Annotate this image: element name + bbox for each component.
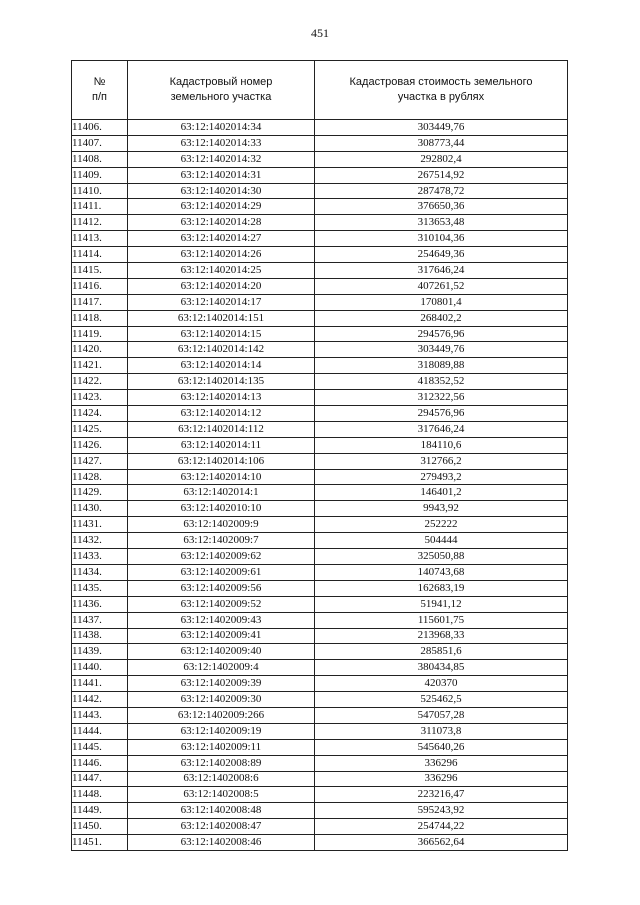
cadastral-value: 170801,4 — [315, 294, 568, 310]
cadastral-number: 63:12:1402014:32 — [128, 151, 315, 167]
cadastral-value: 366562,64 — [315, 835, 568, 851]
row-number: 11417. — [72, 294, 128, 310]
cadastral-number: 63:12:1402008:48 — [128, 803, 315, 819]
table-row — [72, 469, 568, 485]
row-number: 11448. — [72, 787, 128, 803]
row-number: 11433. — [72, 549, 128, 565]
cadastral-value: 285851,6 — [315, 644, 568, 660]
cadastral-number: 63:12:1402014:30 — [128, 183, 315, 199]
row-number: 11422. — [72, 374, 128, 390]
cadastral-number: 63:12:1402014:29 — [128, 199, 315, 215]
table-row — [72, 390, 568, 406]
cadastral-number: 63:12:1402009:19 — [128, 723, 315, 739]
cadastral-value: 336296 — [315, 771, 568, 787]
cadastral-number: 63:12:1402009:41 — [128, 628, 315, 644]
header-row — [72, 61, 568, 120]
table-row — [72, 596, 568, 612]
table-row — [72, 707, 568, 723]
table-row — [72, 247, 568, 263]
table-row — [72, 151, 568, 167]
cadastral-value: 223216,47 — [315, 787, 568, 803]
cadastral-value: 525462,5 — [315, 692, 568, 708]
row-number: 11435. — [72, 580, 128, 596]
header-value-line1: Кадастровая стоимость земельного — [349, 76, 533, 88]
cadastral-number: 63:12:1402008:89 — [128, 755, 315, 771]
table-row — [72, 819, 568, 835]
cadastral-value: 287478,72 — [315, 183, 568, 199]
cadastral-number: 63:12:1402014:26 — [128, 247, 315, 263]
cadastral-number: 63:12:1402014:20 — [128, 278, 315, 294]
row-number: 11436. — [72, 596, 128, 612]
table-row — [72, 676, 568, 692]
cadastral-number: 63:12:1402014:1 — [128, 485, 315, 501]
cadastral-number: 63:12:1402009:52 — [128, 596, 315, 612]
table-row — [72, 374, 568, 390]
row-number: 11432. — [72, 533, 128, 549]
row-number: 11451. — [72, 835, 128, 851]
cadastral-number: 63:12:1402014:142 — [128, 342, 315, 358]
table-row — [72, 358, 568, 374]
cadastral-value: 268402,2 — [315, 310, 568, 326]
cadastral-number: 63:12:1402008:47 — [128, 819, 315, 835]
cadastral-number: 63:12:1402014:10 — [128, 469, 315, 485]
header-cadastral-line2: земельного участка — [170, 91, 272, 103]
table-row — [72, 183, 568, 199]
cadastral-number: 63:12:1402009:39 — [128, 676, 315, 692]
cadastral-number: 63:12:1402014:151 — [128, 310, 315, 326]
table-row — [72, 120, 568, 136]
row-number: 11440. — [72, 660, 128, 676]
cadastral-value: 294576,96 — [315, 406, 568, 422]
table-row — [72, 485, 568, 501]
cadastral-value: 313653,48 — [315, 215, 568, 231]
table-row — [72, 135, 568, 151]
cadastral-value: 407261,52 — [315, 278, 568, 294]
table-row — [72, 231, 568, 247]
row-number: 11421. — [72, 358, 128, 374]
cadastral-number: 63:12:1402014:28 — [128, 215, 315, 231]
cadastral-number: 63:12:1402014:34 — [128, 120, 315, 136]
table-row — [72, 517, 568, 533]
row-number: 11430. — [72, 501, 128, 517]
header-cadastral-line1: Кадастровый номер — [169, 76, 273, 88]
table-row — [72, 453, 568, 469]
row-number: 11418. — [72, 310, 128, 326]
cadastral-number: 63:12:1402009:4 — [128, 660, 315, 676]
row-number: 11428. — [72, 469, 128, 485]
cadastral-value: 380434,85 — [315, 660, 568, 676]
cadastral-number: 63:12:1402014:12 — [128, 406, 315, 422]
row-number: 11439. — [72, 644, 128, 660]
cadastral-value: 308773,44 — [315, 135, 568, 151]
table-row — [72, 612, 568, 628]
page-number: 451 — [311, 26, 329, 40]
row-number: 11423. — [72, 390, 128, 406]
cadastral-value: 310104,36 — [315, 231, 568, 247]
table-row — [72, 787, 568, 803]
table-row — [72, 644, 568, 660]
cadastral-number: 63:12:1402014:11 — [128, 437, 315, 453]
cadastral-value: 51941,12 — [315, 596, 568, 612]
row-number: 11419. — [72, 326, 128, 342]
table-row — [72, 406, 568, 422]
cadastral-number: 63:12:1402010:10 — [128, 501, 315, 517]
row-number: 11424. — [72, 406, 128, 422]
header-value-line2: участка в рублях — [397, 91, 485, 103]
table-row — [72, 660, 568, 676]
table-row — [72, 564, 568, 580]
table-row — [72, 771, 568, 787]
row-number: 11416. — [72, 278, 128, 294]
cadastral-value: 376650,36 — [315, 199, 568, 215]
cadastral-number: 63:12:1402008:6 — [128, 771, 315, 787]
table-row — [72, 628, 568, 644]
table-row — [72, 215, 568, 231]
table-body — [72, 120, 568, 851]
cadastral-number: 63:12:1402009:7 — [128, 533, 315, 549]
cadastral-value: 184110,6 — [315, 437, 568, 453]
table-row — [72, 723, 568, 739]
cadastral-number: 63:12:1402009:11 — [128, 739, 315, 755]
row-number: 11414. — [72, 247, 128, 263]
cadastral-value: 336296 — [315, 755, 568, 771]
row-number: 11447. — [72, 771, 128, 787]
row-number: 11442. — [72, 692, 128, 708]
row-number: 11410. — [72, 183, 128, 199]
table-header — [72, 61, 568, 120]
cadastral-number: 63:12:1402009:9 — [128, 517, 315, 533]
cadastral-value: 254744,22 — [315, 819, 568, 835]
cadastral-value: 146401,2 — [315, 485, 568, 501]
row-number: 11450. — [72, 819, 128, 835]
cadastral-number: 63:12:1402014:112 — [128, 421, 315, 437]
row-number: 11437. — [72, 612, 128, 628]
cadastral-value-table — [71, 60, 568, 851]
cadastral-value: 292802,4 — [315, 151, 568, 167]
header-number-line1: № — [93, 76, 106, 88]
row-number: 11409. — [72, 167, 128, 183]
row-number: 11408. — [72, 151, 128, 167]
row-number: 11412. — [72, 215, 128, 231]
cadastral-number: 63:12:1402009:61 — [128, 564, 315, 580]
row-number: 11427. — [72, 453, 128, 469]
row-number: 11444. — [72, 723, 128, 739]
cadastral-value: 294576,96 — [315, 326, 568, 342]
table-row — [72, 803, 568, 819]
row-number: 11429. — [72, 485, 128, 501]
table-row — [72, 755, 568, 771]
header-number-line2: п/п — [92, 91, 107, 103]
table-row — [72, 739, 568, 755]
cadastral-value: 325050,88 — [315, 549, 568, 565]
cadastral-value: 547057,28 — [315, 707, 568, 723]
cadastral-value: 279493,2 — [315, 469, 568, 485]
table-row — [72, 263, 568, 279]
row-number: 11434. — [72, 564, 128, 580]
cadastral-value: 140743,68 — [315, 564, 568, 580]
cadastral-number: 63:12:1402009:62 — [128, 549, 315, 565]
cadastral-value: 252222 — [315, 517, 568, 533]
table-row — [72, 342, 568, 358]
cadastral-number: 63:12:1402014:15 — [128, 326, 315, 342]
row-number: 11445. — [72, 739, 128, 755]
cadastral-number: 63:12:1402014:106 — [128, 453, 315, 469]
cadastral-value: 595243,92 — [315, 803, 568, 819]
row-number: 11411. — [72, 199, 128, 215]
cadastral-value: 267514,92 — [315, 167, 568, 183]
cadastral-value: 317646,24 — [315, 263, 568, 279]
table-row — [72, 835, 568, 851]
table-row — [72, 501, 568, 517]
cadastral-value: 9943,92 — [315, 501, 568, 517]
cadastral-value: 420370 — [315, 676, 568, 692]
cadastral-number: 63:12:1402009:266 — [128, 707, 315, 723]
row-number: 11441. — [72, 676, 128, 692]
header-cadastral-number — [128, 61, 315, 120]
row-number: 11415. — [72, 263, 128, 279]
row-number: 11406. — [72, 120, 128, 136]
table-row — [72, 692, 568, 708]
cadastral-number: 63:12:1402014:17 — [128, 294, 315, 310]
cadastral-value: 115601,75 — [315, 612, 568, 628]
row-number: 11431. — [72, 517, 128, 533]
row-number: 11407. — [72, 135, 128, 151]
table-row — [72, 326, 568, 342]
cadastral-value: 312322,56 — [315, 390, 568, 406]
table-row — [72, 533, 568, 549]
cadastral-value: 254649,36 — [315, 247, 568, 263]
cadastral-value: 418352,52 — [315, 374, 568, 390]
cadastral-number: 63:12:1402014:135 — [128, 374, 315, 390]
cadastral-number: 63:12:1402008:5 — [128, 787, 315, 803]
cadastral-value: 317646,24 — [315, 421, 568, 437]
table-row — [72, 421, 568, 437]
cadastral-number: 63:12:1402014:31 — [128, 167, 315, 183]
cadastral-number: 63:12:1402009:40 — [128, 644, 315, 660]
cadastral-value: 311073,8 — [315, 723, 568, 739]
row-number: 11438. — [72, 628, 128, 644]
cadastral-value: 303449,76 — [315, 342, 568, 358]
row-number: 11426. — [72, 437, 128, 453]
table-row — [72, 294, 568, 310]
cadastral-number: 63:12:1402014:14 — [128, 358, 315, 374]
cadastral-value: 162683,19 — [315, 580, 568, 596]
table-row — [72, 199, 568, 215]
row-number: 11443. — [72, 707, 128, 723]
row-number: 11425. — [72, 421, 128, 437]
row-number: 11449. — [72, 803, 128, 819]
cadastral-number: 63:12:1402014:27 — [128, 231, 315, 247]
cadastral-value: 312766,2 — [315, 453, 568, 469]
row-number: 11420. — [72, 342, 128, 358]
cadastral-value: 504444 — [315, 533, 568, 549]
cadastral-value: 213968,33 — [315, 628, 568, 644]
cadastral-number: 63:12:1402014:33 — [128, 135, 315, 151]
table-row — [72, 549, 568, 565]
cadastral-number: 63:12:1402014:13 — [128, 390, 315, 406]
row-number: 11446. — [72, 755, 128, 771]
cadastral-value: 303449,76 — [315, 120, 568, 136]
header-number — [72, 61, 128, 120]
header-cadastral-value — [315, 61, 568, 120]
table-row — [72, 310, 568, 326]
table-row — [72, 580, 568, 596]
cadastral-number: 63:12:1402009:43 — [128, 612, 315, 628]
table-row — [72, 437, 568, 453]
cadastral-value: 318089,88 — [315, 358, 568, 374]
table-row — [72, 278, 568, 294]
cadastral-number: 63:12:1402009:56 — [128, 580, 315, 596]
cadastral-number: 63:12:1402008:46 — [128, 835, 315, 851]
cadastral-value: 545640,26 — [315, 739, 568, 755]
table-row — [72, 167, 568, 183]
cadastral-number: 63:12:1402009:30 — [128, 692, 315, 708]
cadastral-number: 63:12:1402014:25 — [128, 263, 315, 279]
row-number: 11413. — [72, 231, 128, 247]
